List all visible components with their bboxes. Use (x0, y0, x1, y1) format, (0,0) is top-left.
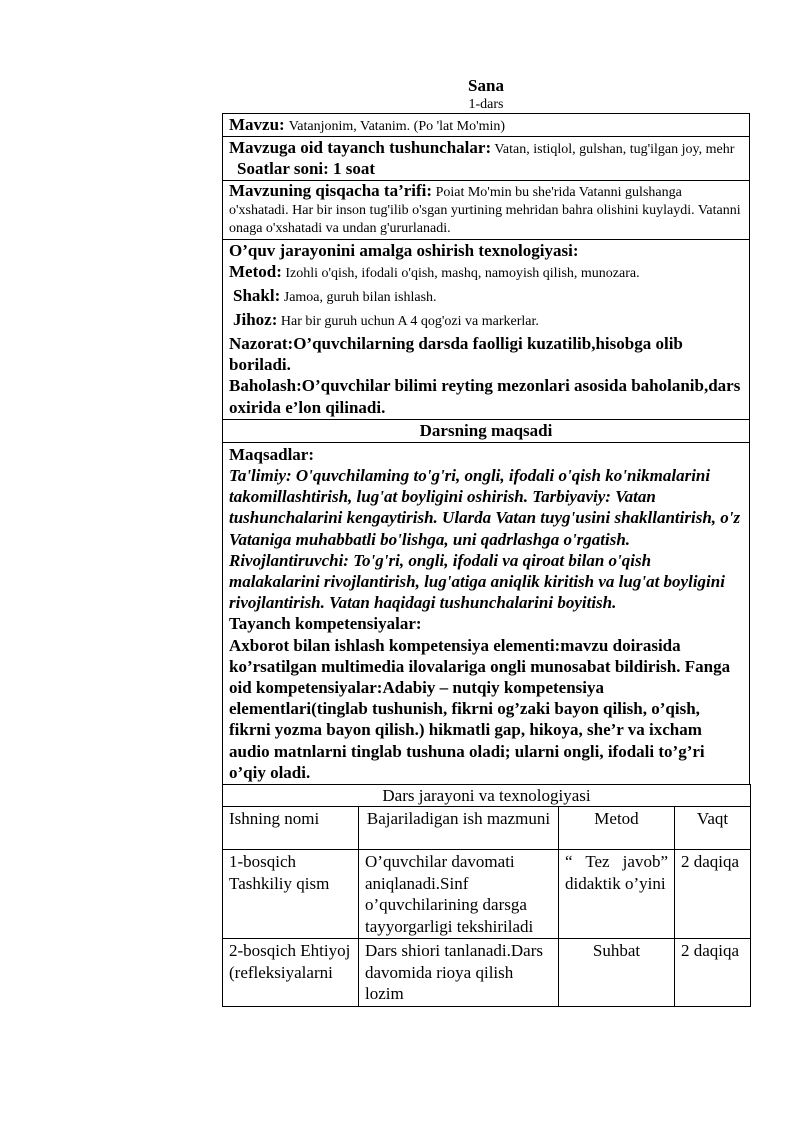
column-header-content: Bajariladigan ish mazmuni (359, 807, 559, 850)
competencies-text: Axborot bilan ishlash kompetensiya elementi:mavzu doirasida ko’rsatilgan multimedia ilovalariga ongli munosabat bildirish. Fanga oid kompetensiyalar:Adabiy – nutqiy kompetensiya elementlari(tinglab tushunish, fikrni og’zaki bayon qilish, o’qish, fikrni yozma bayon qilish.) hikmatli gap, hikoya, she’r va ixcham audio matnlarni tinglab tushuna oladi; ularni ongli, ifodali to’g’ri o’qiy oladi. (229, 635, 731, 782)
goals-label: Maqsadlar: (229, 444, 314, 464)
topic-cell (223, 114, 750, 137)
topic-value: Vatanjonim, Vatanim. (Po 'lat Mo'min) (288, 119, 506, 134)
key-concepts-value: Vatan, istiqlol, gulshan, tug'ilgan joy, mehr (494, 142, 735, 157)
column-header-name: Ishning nomi (223, 807, 359, 850)
goals-cell (223, 442, 750, 784)
goals-text: Ta'limiy: O'quvchilaming to'g'ri, ongli, ifodali o'qish ko'nikmalarini takomillashtirish, lug'at boyligini oshirish. Tarbiyaviy: Vatan tushunchalarini kengaytirish. Ularda Vatan tuyg'usini shakllantirish, o'z Vataniga muhabbatli bo'lishga, uni qadrlashga o'rgatish. Rivojlantiruvchi: To'g'ri, ongli, ifodali va qiroat bilan o'qish malakalarini rivojlantirish, lug'atiga aniqlik kiritish va lug'at boyligini rivojlantirish. Vatan haqidagi tushunchalarini boyitish. (229, 466, 741, 613)
stage-time-cell: 2 daqiqa (675, 939, 751, 1007)
lesson-number: 1-dars (468, 97, 504, 112)
key-concepts-cell (223, 137, 750, 181)
technology-cell (223, 240, 750, 420)
form-value: Jamoa, guruh bilan ishlash. (283, 290, 437, 305)
topic-label: Mavzu: (229, 115, 285, 134)
hours-count: Soatlar soni: 1 soat (237, 159, 376, 178)
column-header-method: Metod (559, 807, 675, 850)
table-row (223, 850, 751, 939)
equipment-value: Har bir guruh uchun A 4 qog'ozi va markerlar. (280, 314, 539, 329)
stage-name-cell: 2-bosqich Ehtiyoj (refleksiyalarni (223, 939, 359, 1007)
topic-description-label: Mavzuning qisqacha ta’rifi: (229, 181, 433, 200)
control-text: Nazorat:O’quvchilarning darsda faolligi kuzatilib,hisobga olib boriladi. (229, 334, 683, 375)
lesson-goal-heading: Darsning maqsadi (223, 419, 750, 442)
stage-name-cell: 1-bosqich Tashkiliy qism (223, 850, 359, 939)
stage-method-cell: Suhbat (559, 939, 675, 1007)
document-title: Sana (468, 76, 504, 95)
competencies-label: Tayanch kompetensiyalar: (229, 614, 422, 634)
method-label: Metod: (229, 262, 282, 281)
table-row (223, 939, 751, 1007)
topic-description-cell (223, 181, 750, 240)
stage-time-cell: 2 daqiqa (675, 850, 751, 939)
stage-method-cell: “ Tez javob” didaktik o’yini (559, 850, 675, 939)
lesson-info-table (222, 113, 750, 785)
lesson-plan-page (222, 76, 750, 1007)
key-concepts-label: Mavzuga oid tayanch tushunchalar: (229, 138, 492, 157)
technology-title: O’quv jarayonini amalga oshirish texnologiyasi: (229, 241, 579, 260)
lesson-process-table (222, 784, 751, 1007)
assessment-text: Baholash:O’quvchilar bilimi reyting mezonlari asosida baholanib,dars oxirida e’lon qilinadi. (229, 376, 741, 417)
method-value: Izohli o'qish, ifodali o'qish, mashq, namoyish qilish, munozara. (285, 266, 640, 281)
equipment-label: Jihoz: (233, 310, 278, 329)
stage-content-cell: Dars shiori tanlanadi.Dars davomida rioya qilish lozim (359, 939, 559, 1007)
process-title: Dars jarayoni va texnologiyasi (223, 785, 751, 807)
stage-content-cell: O’quvchilar davomati aniqlanadi.Sinf o’quvchilarining darsga tayyorgarligi tekshiriladi (359, 850, 559, 939)
form-label: Shakl: (233, 286, 281, 305)
topic-description-value: Poiat Mo'min bu she'rida Vatanni gulshanga o'xshatadi. Har bir inson tug'ilib o'sgan yurtining mehridan bahra olishini kuylaydi. Vatanni onaga o'xshatadi va undan g'ururlanadi. (229, 185, 741, 236)
column-header-time: Vaqt (675, 807, 751, 850)
